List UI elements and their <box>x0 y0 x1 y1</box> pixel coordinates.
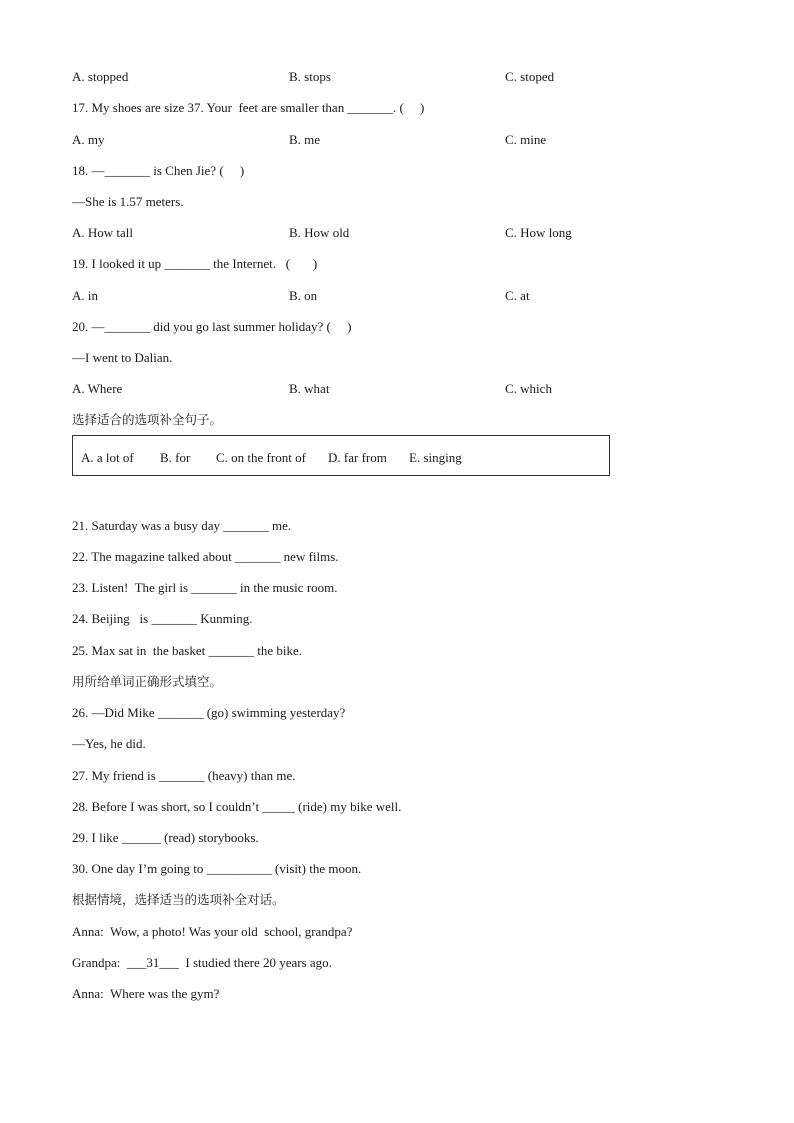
q26-stem: 26. —Did Mike _______ (go) swimming yesterday? <box>72 705 346 720</box>
dialog-line-1: Anna: Wow, a photo! Was your old school, grandpa? <box>72 924 353 939</box>
q29: 29. I like ______ (read) storybooks. <box>72 830 259 845</box>
word-bank-option-b: B. for <box>160 450 191 465</box>
word-bank-option-d: D. far from <box>328 450 387 465</box>
dialog-line-3: Anna: Where was the gym? <box>72 986 220 1001</box>
word-bank-option-a: A. a lot of <box>81 450 134 465</box>
section-heading-fill-sentences: 选择适合的选项补全句子。 <box>72 412 223 427</box>
q18-option-c: C. How long <box>505 225 572 240</box>
q20-option-a: A. Where <box>72 381 123 396</box>
q20-option-c: C. which <box>505 381 552 396</box>
q19-option-c: C. at <box>505 288 530 303</box>
word-bank-box <box>72 435 610 476</box>
word-bank-option-e: E. singing <box>409 450 462 465</box>
q17-option-c: C. mine <box>505 132 547 147</box>
q20-reply: —I went to Dalian. <box>72 350 173 365</box>
q16-option-b: B. stops <box>289 69 331 84</box>
q30: 30. One day I’m going to __________ (visit) the moon. <box>72 861 362 876</box>
q27: 27. My friend is _______ (heavy) than me. <box>72 768 296 783</box>
q16-option-a: A. stopped <box>72 69 129 84</box>
q16-option-c: C. stoped <box>505 69 555 84</box>
q21: 21. Saturday was a busy day _______ me. <box>72 518 292 533</box>
q18-stem: 18. —_______ is Chen Jie? ( ) <box>72 163 245 178</box>
dialog-speaker: Grandpa: <box>72 955 127 970</box>
dialog-blank-31: ___31___ <box>126 955 179 970</box>
q18-option-a: A. How tall <box>72 225 134 240</box>
section-heading-dialog: 根据情境，选择适当的选项补全对话。 <box>72 892 285 907</box>
word-bank-option-c: C. on the front of <box>216 450 306 465</box>
q20-option-b: B. what <box>289 381 330 396</box>
q19-option-b: B. on <box>289 288 318 303</box>
q28: 28. Before I was short, so I couldn’t _____ (ride) my bike well. <box>72 799 402 814</box>
q23: 23. Listen! The girl is _______ in the music room. <box>72 580 338 595</box>
q19-option-a: A. in <box>72 288 98 303</box>
section-heading-word-forms: 用所给单词正确形式填空。 <box>72 674 223 689</box>
q22: 22. The magazine talked about _______ new films. <box>72 549 339 564</box>
q17-option-a: A. my <box>72 132 105 147</box>
q26-reply: —Yes, he did. <box>72 736 146 751</box>
q19-stem: 19. I looked it up _______ the Internet. ( ) <box>72 256 318 271</box>
dialog-line-2-text: I studied there 20 years ago. <box>178 955 332 970</box>
dialog-line-2 <box>72 955 332 971</box>
q24: 24. Beijing is _______ Kunming. <box>72 611 253 626</box>
q17-stem: 17. My shoes are size 37. Your feet are smaller than _______. ( ) <box>72 100 425 115</box>
q18-option-b: B. How old <box>289 225 350 240</box>
q17-option-b: B. me <box>289 132 321 147</box>
q25: 25. Max sat in the basket _______ the bike. <box>72 643 302 658</box>
q18-reply: —She is 1.57 meters. <box>72 194 184 209</box>
q20-stem: 20. —_______ did you go last summer holiday? ( ) <box>72 319 352 334</box>
